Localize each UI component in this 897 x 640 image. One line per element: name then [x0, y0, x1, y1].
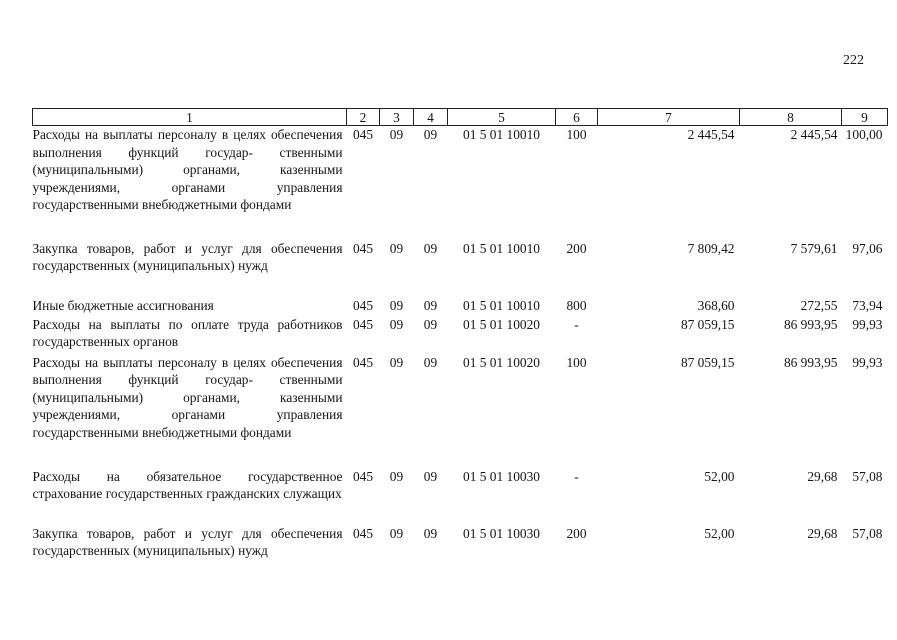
column-header: 4	[414, 109, 448, 126]
target-article-cell: 01 5 01 10010	[463, 240, 540, 256]
amount-cell: 87 059,15	[680, 316, 735, 332]
amount-cell: 86 993,95	[783, 316, 838, 332]
amount-cell: 52,00	[704, 468, 735, 484]
target-article-cell: 01 5 01 10010	[463, 127, 540, 142]
expense-type-cell: 800	[566, 297, 587, 313]
amount-cell: 2 445,54	[790, 127, 838, 142]
expense-type-cell: 200	[566, 525, 587, 541]
column-header: 5	[448, 109, 556, 126]
percent-cell: 57,08	[852, 525, 883, 541]
section-code-cell: 09	[389, 316, 404, 332]
target-article-cell: 01 5 01 10020	[463, 354, 540, 370]
amount-cell: 86 993,95	[783, 354, 838, 370]
percent-cell: 99,93	[852, 354, 883, 370]
section-code-cell: 09	[389, 240, 404, 256]
section-code-cell: 09	[389, 297, 404, 313]
page-number: 222	[843, 53, 864, 68]
ministry-code-cell: 045	[352, 316, 374, 332]
section-code-cell: 09	[389, 354, 404, 370]
subsection-code-cell: 09	[423, 468, 438, 484]
amount-cell: 272,55	[800, 297, 838, 313]
percent-cell: 100,00	[845, 127, 883, 142]
ministry-code-cell: 045	[352, 468, 374, 484]
ministry-code-cell: 045	[352, 240, 374, 256]
column-header: 9	[842, 109, 888, 126]
amount-cell: 87 059,15	[680, 354, 735, 370]
expense-type-cell: 100	[566, 354, 587, 370]
expense-type-cell: 200	[566, 240, 587, 256]
subsection-code-cell: 09	[423, 297, 438, 313]
percent-cell: 99,93	[852, 316, 883, 332]
table-row	[33, 297, 888, 316]
section-code-cell: 09	[389, 127, 404, 142]
column-header: 1	[33, 109, 347, 126]
column-header: 8	[740, 109, 842, 126]
target-article-cell: 01 5 01 10010	[463, 297, 540, 313]
target-article-cell: 01 5 01 10030	[463, 468, 540, 484]
amount-cell: 368,60	[697, 297, 735, 313]
amount-cell: 7 809,42	[687, 240, 735, 256]
subsection-code-cell: 09	[423, 525, 438, 541]
ministry-code-cell: 045	[352, 127, 374, 142]
table-row	[33, 468, 888, 525]
percent-cell: 57,08	[852, 468, 883, 484]
section-code-cell: 09	[389, 468, 404, 484]
table-row	[33, 126, 888, 240]
budget-table	[32, 108, 888, 563]
expense-name-cell: Расходы на обязательное государственное страхование государственных гражданских служащих	[32, 468, 343, 502]
target-article-cell: 01 5 01 10020	[463, 316, 540, 332]
target-article-cell: 01 5 01 10030	[463, 525, 540, 541]
subsection-code-cell: 09	[423, 316, 438, 332]
amount-cell: 29,68	[807, 468, 838, 484]
subsection-code-cell: 09	[423, 127, 438, 142]
ministry-code-cell: 045	[352, 354, 374, 370]
table-row	[33, 525, 888, 563]
column-number-row	[33, 109, 888, 126]
table-header	[33, 109, 888, 126]
expense-name-cell: Закупка товаров, работ и услуг для обеспечения государственных (муниципальных) нужд	[32, 240, 343, 274]
column-header: 7	[598, 109, 740, 126]
expense-name-cell: Иные бюджетные ассигнования	[32, 297, 214, 313]
ministry-code-cell: 045	[352, 297, 374, 313]
amount-cell: 29,68	[807, 525, 838, 541]
amount-cell: 7 579,61	[790, 240, 838, 256]
percent-cell: 97,06	[852, 240, 883, 256]
table-row	[33, 316, 888, 354]
expense-type-cell: 100	[566, 127, 587, 142]
table-row	[33, 354, 888, 468]
column-header: 6	[556, 109, 598, 126]
ministry-code-cell: 045	[352, 525, 374, 541]
expense-type-cell: -	[574, 316, 579, 332]
percent-cell: 73,94	[852, 297, 883, 313]
expense-name-cell: Расходы на выплаты персоналу в целях обеспечения выполнения функций государ- ственными (муниципальными) органами, казенными учреждениями, органами управления государственными внебюджетными фондами	[32, 127, 343, 213]
amount-cell: 2 445,54	[687, 127, 735, 142]
expense-name-cell: Расходы на выплаты по оплате труда работников государственных органов	[32, 316, 343, 350]
table-row	[33, 240, 888, 297]
column-header: 3	[380, 109, 414, 126]
column-header: 2	[347, 109, 380, 126]
amount-cell: 52,00	[704, 525, 735, 541]
section-code-cell: 09	[389, 525, 404, 541]
expense-type-cell: -	[574, 468, 579, 484]
expense-name-cell: Расходы на выплаты персоналу в целях обеспечения выполнения функций государ- ственными (муниципальными) органами, казенными учреждениями, органами управления государственными внебюджетными фондами	[32, 354, 343, 440]
expense-name-cell: Закупка товаров, работ и услуг для обеспечения государственных (муниципальных) нужд	[32, 525, 343, 559]
subsection-code-cell: 09	[423, 240, 438, 256]
subsection-code-cell: 09	[423, 354, 438, 370]
